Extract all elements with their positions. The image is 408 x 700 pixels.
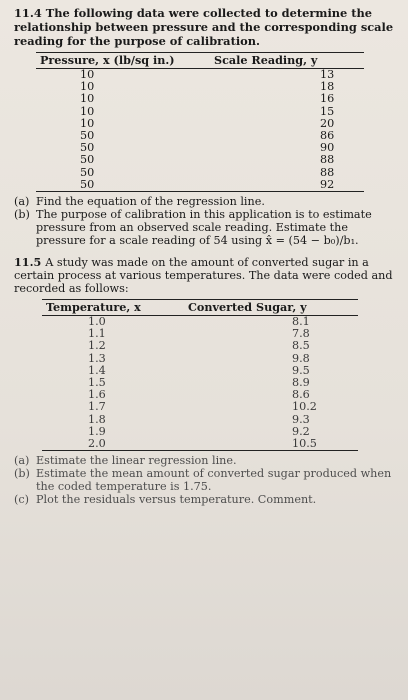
table-cell: 92 — [212, 179, 364, 192]
table-row — [36, 154, 364, 166]
table-cell: 20 — [320, 116, 335, 130]
column-header-temperature: Temperature, x — [42, 300, 182, 316]
table-cell: 50 — [80, 165, 95, 179]
table-cell: 9.2 — [292, 424, 310, 438]
part-text: Estimate the linear regression line. — [36, 454, 237, 468]
question-part — [14, 493, 396, 506]
part-text: The purpose of calibration in this application is to estimate pressure from an observed scale reading. Estimate the pressure for a scale reading of 54 using x̂ = (54 − b₀)/b₁. — [36, 208, 372, 248]
table-cell: 1.8 — [88, 412, 106, 426]
table-cell: 15 — [320, 104, 335, 118]
table-row — [36, 179, 364, 192]
part-label: (a) — [14, 195, 30, 209]
part-label: (b) — [14, 467, 30, 481]
table-row — [42, 438, 358, 451]
part-label: (a) — [14, 454, 30, 468]
table-cell: 1.2 — [88, 339, 106, 353]
table-cell: 10 — [80, 116, 95, 130]
table-row — [42, 340, 358, 352]
table-cell: 8.5 — [292, 339, 310, 353]
question-part — [14, 454, 396, 467]
temperature-sugar-table — [42, 299, 358, 451]
table-cell: 90 — [320, 141, 335, 155]
table-cell: 86 — [320, 129, 335, 143]
problem-11-5 — [14, 256, 396, 506]
problem-statement: A study was made on the amount of converted sugar in a certain process at various temperatures. The data were coded and recorded as follows: — [14, 256, 393, 296]
table-cell: 2.0 — [42, 438, 182, 451]
table-cell: 13 — [320, 68, 335, 81]
table-cell: 1.3 — [88, 351, 106, 365]
table-cell: 10 — [80, 104, 95, 118]
problem-11-5-parts — [14, 454, 396, 506]
table-cell: 8.9 — [292, 376, 310, 390]
table-cell: 50 — [36, 179, 212, 192]
problem-statement: The following data were collected to determine the relationship between pressure and the corresponding scale reading for the purpose of calibration. — [14, 6, 394, 48]
problem-11-4-parts — [14, 195, 396, 247]
column-header-pressure: Pressure, x (lb/sq in.) — [36, 53, 212, 69]
part-text: Estimate the mean amount of converted sugar produced when the coded temperature is 1.75. — [36, 467, 392, 494]
table-row — [42, 353, 358, 365]
part-text: Plot the residuals versus temperature. Comment. — [36, 493, 317, 507]
table-cell: 88 — [320, 165, 335, 179]
table-row — [36, 167, 364, 179]
table-cell: 9.8 — [292, 351, 310, 365]
table-cell: 10.5 — [182, 438, 358, 451]
problem-number: 11.5 — [14, 255, 42, 270]
table-cell: 8.1 — [292, 315, 310, 329]
table-cell: 50 — [80, 141, 95, 155]
part-text: Find the equation of the regression line. — [36, 195, 265, 209]
part-label: (c) — [14, 493, 29, 507]
table-cell: 9.3 — [292, 412, 310, 426]
table-cell: 1.9 — [88, 424, 106, 438]
table-cell: 18 — [320, 80, 335, 94]
table-cell: 1.5 — [88, 376, 106, 390]
table-cell: 50 — [80, 153, 95, 167]
table-cell: 16 — [320, 92, 335, 106]
table-cell: 10 — [80, 92, 95, 106]
problem-11-4-heading — [14, 6, 396, 48]
table-cell: 1.1 — [88, 327, 106, 341]
question-part — [14, 208, 396, 247]
table-cell: 1.0 — [88, 315, 106, 329]
table-cell: 1.6 — [88, 388, 106, 402]
problem-11-5-heading — [14, 256, 396, 295]
table-cell: 50 — [80, 129, 95, 143]
table-cell: 10 — [80, 80, 95, 94]
table-cell: 8.6 — [292, 388, 310, 402]
question-part — [14, 195, 396, 208]
table-row — [36, 93, 364, 105]
part-label: (b) — [14, 208, 30, 222]
question-part — [14, 467, 396, 493]
pressure-scale-table — [36, 52, 364, 192]
problem-number: 11.4 — [14, 6, 42, 20]
table-cell: 9.5 — [292, 363, 310, 377]
column-header-converted-sugar: Converted Sugar, y — [182, 300, 358, 316]
table-cell: 1.7 — [88, 400, 106, 414]
table-cell: 10 — [80, 68, 95, 81]
table-cell: 88 — [320, 153, 335, 167]
table-row — [36, 106, 364, 118]
column-header-scale-reading: Scale Reading, y — [212, 53, 364, 69]
table-row — [42, 401, 358, 413]
table-cell: 7.8 — [292, 327, 310, 341]
table-cell: 10.2 — [292, 400, 317, 414]
table-cell: 1.4 — [88, 363, 106, 377]
